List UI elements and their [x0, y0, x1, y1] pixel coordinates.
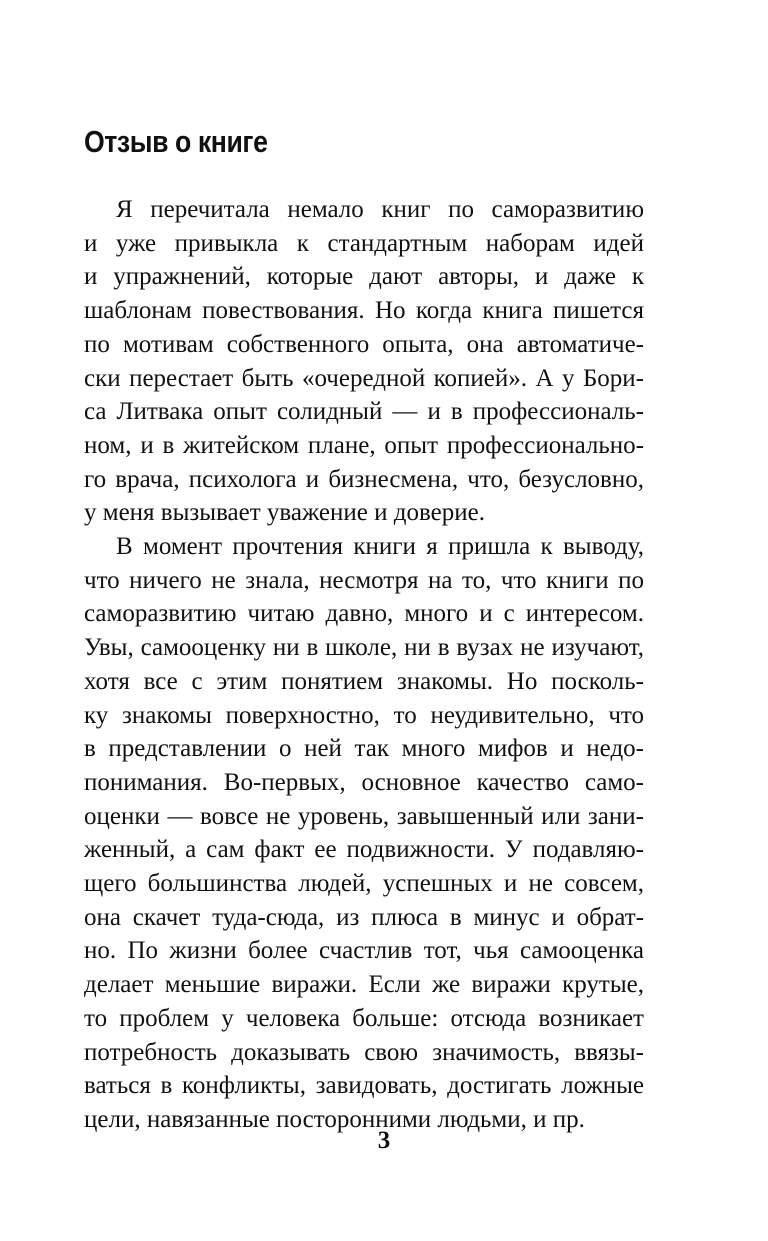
text-line: Увы, самооценку ни в школе, ни в вузах не изучают,	[84, 634, 644, 662]
text-line: потребность доказывать свою значимость, ввязы-	[84, 1038, 644, 1066]
text-line: ваться в конфликты, завидовать, достигать ложные	[84, 1072, 644, 1100]
page-number: 3	[377, 1127, 391, 1154]
text-line: са Литвака опыт солидный — и в профессиональ-	[84, 398, 644, 426]
text-line: ски перестает быть «очередной копией». А у Бори-	[84, 364, 644, 392]
text-line: и уже привыкла к стандартным наборам идей	[84, 229, 644, 257]
paragraph-2	[84, 530, 644, 1137]
text-line: по мотивам собственного опыта, она автоматиче-	[84, 330, 644, 358]
text-line: ку знакомы поверхностно, то неудивительно, что	[84, 701, 644, 729]
text-line: В момент прочтения книги я пришла к выводу,	[116, 533, 644, 561]
text-line: у меня вызывает уважение и доверие.	[84, 499, 485, 527]
text-line: делает меньшие виражи. Если же виражи крутые,	[84, 971, 644, 999]
text-line: что ничего не знала, несмотря на то, что книги по	[84, 566, 644, 594]
text-line: в представлении о ней так много мифов и недо-	[84, 735, 644, 763]
paragraph-1	[84, 193, 644, 530]
text-line: цели, навязанные посторонними людьми, и пр.	[84, 1105, 585, 1133]
text-line: но. По жизни более счастлив тот, чья самооценка	[84, 937, 644, 965]
text-line: саморазвитию читаю давно, много и с интересом.	[84, 600, 644, 628]
text-line: щего большинства людей, успешных и не совсем,	[84, 870, 644, 898]
review-body	[84, 193, 644, 1137]
text-line: женный, а сам факт ее подвижности. У подавляю-	[84, 836, 644, 864]
text-line: Я перечитала немало книг по саморазвитию	[116, 196, 644, 223]
text-line: ном, и в житейском плане, опыт профессионально-	[84, 431, 644, 459]
text-line: понимания. Во-первых, основное качество само-	[84, 768, 644, 796]
section-title: Отзыв о книге	[84, 124, 268, 159]
text-line: хотя все с этим понятием знакомы. Но посколь-	[84, 667, 644, 695]
text-line: оценки — вовсе не уровень, завышенный или зани-	[84, 802, 644, 830]
text-line: го врача, психолога и бизнесмена, что, безусловно,	[84, 465, 644, 493]
text-line: то проблем у человека больше: отсюда возникает	[84, 1004, 644, 1032]
text-line: она скачет туда-сюда, из плюса в минус и обрат-	[84, 903, 644, 931]
text-line: и упражнений, которые дают авторы, и даже к	[84, 263, 644, 291]
text-line: шаблонам повествования. Но когда книга пишется	[84, 297, 644, 325]
